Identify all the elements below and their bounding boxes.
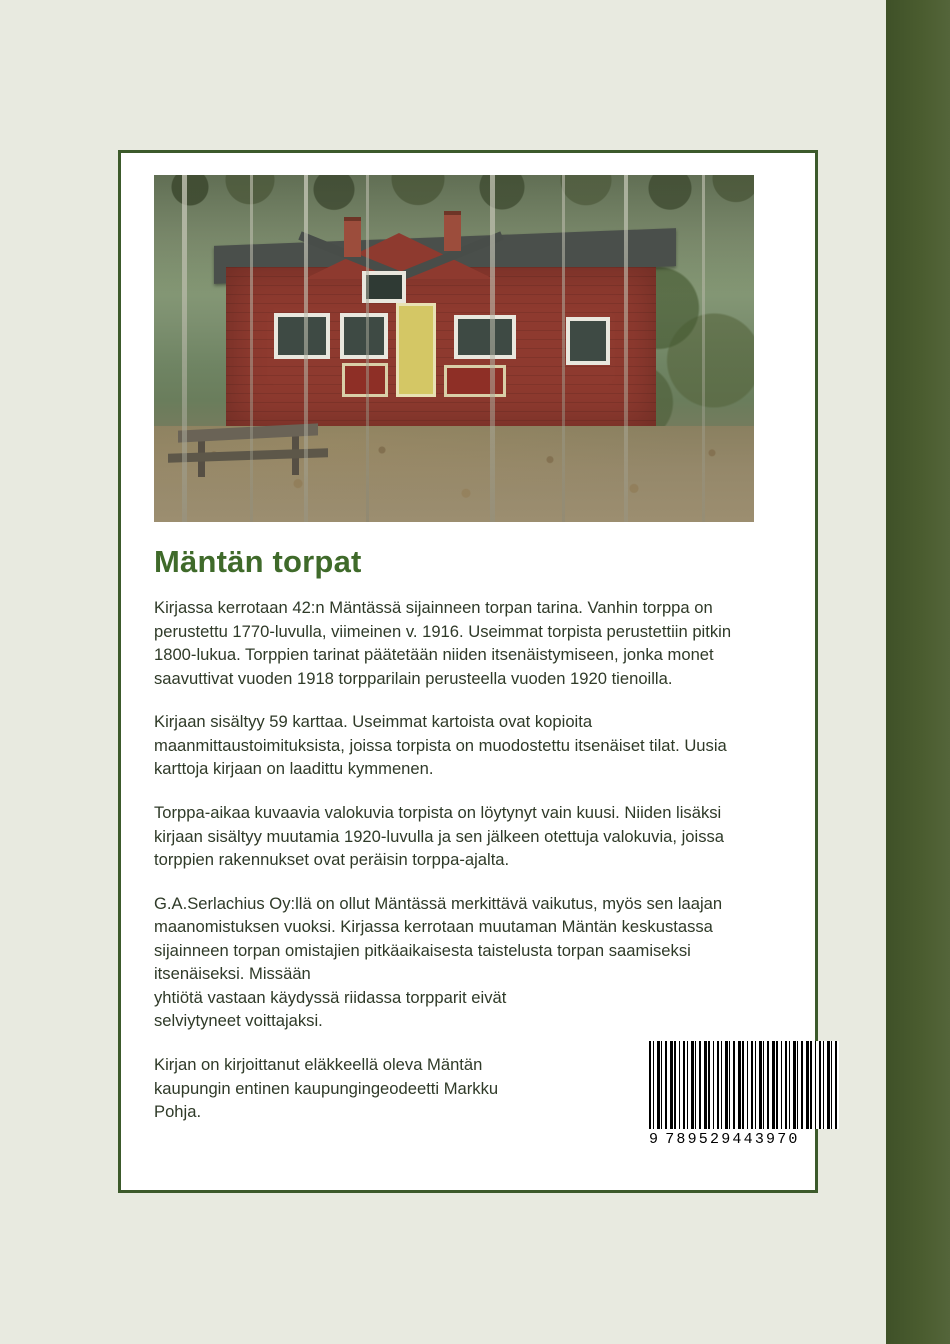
paragraph-1: Kirjassa kerrotaan 42:n Mäntässä sijainneen torpan tarina. Vanhin torppa on perustettu 1770-luvulla, viimeinen v. 1916. Useimmat torpista perustettiin pitkin 1800-lukua. Torppien tarinat päätetään niiden itsenäistymiseen, jonka monet saavuttivat vuoden 1918 torpparilain perusteella vuoden 1920 tienoilla. (154, 598, 732, 688)
book-spine-gradient (886, 0, 950, 1344)
barcode-digits (649, 1131, 839, 1148)
paragraph-3: Torppa-aikaa kuvaavia valokuvia torpista on löytynyt vain kuusi. Niiden lisäksi kirjaan sisältyy muutamia 1920-luvulla ja sen jälkeen otettuja valokuvia, joissa torppien rakennukset ovat peräisin torppa-ajalta. (154, 802, 725, 870)
book-back-cover (118, 150, 818, 1193)
book-spine-strip (886, 0, 950, 1344)
page-title: Mäntän torpat (154, 544, 362, 579)
paragraph-4-wide: G.A.Serlachius Oy:llä on ollut Mäntässä merkittävä vaikutus, myös sen laajan maanomistuksen vuoksi. Kirjassa kerrotaan muutaman Mäntän keskustassa sijainneen torpan omistajien pitkäaikaisesta taistelusta torpan saamiseksi itsenäiseksi. Missään (154, 893, 723, 984)
paragraph-2: Kirjaan sisältyy 59 karttaa. Useimmat kartoista ovat kopioita maanmittaustoimituksista, joissa torpista on muodostettu itsenäiset tilat. Uusia karttoja kirjaan on laadittu kymmenen. (154, 712, 727, 779)
barcode-lead-digit: 9 (649, 1131, 661, 1148)
paragraph-author: Kirjan on kirjoittanut eläkkeellä oleva Mäntän kaupungin entinen kaupungingeodeetti Markku Pohja. (154, 1055, 499, 1122)
barcode-number: 789529443970 (665, 1131, 800, 1148)
torppa-photograph (154, 175, 754, 522)
cover-content (154, 175, 754, 1124)
barcode-bars (649, 1041, 839, 1129)
tree-trunks (154, 175, 754, 522)
isbn-barcode (649, 1041, 839, 1148)
paragraph-4-narrow: yhtiötä vastaan käydyssä riidassa torpparit eivät selviytyneet voittajaksi. (154, 987, 507, 1031)
